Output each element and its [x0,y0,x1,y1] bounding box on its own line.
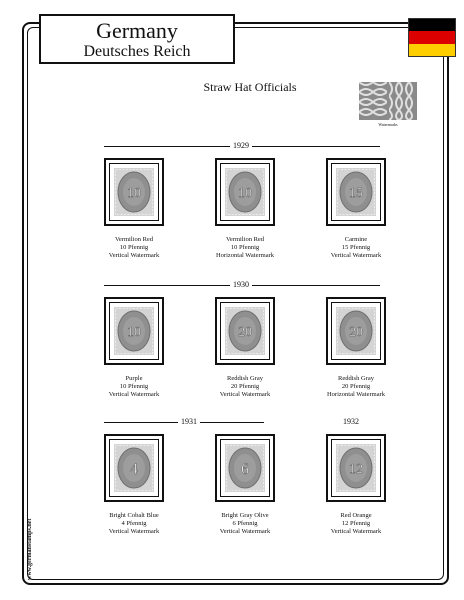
stamp-caption-watermark: Vertical Watermark [330,252,382,259]
stamp-caption-color: Purple [125,375,143,382]
header-subtitle: Deutsches Reich [83,43,191,60]
stamp-denomination-numeral: 20 [349,325,363,341]
stamp-caption-color: Bright Cobalt Blue [109,512,159,519]
flag-stripe-black [409,19,455,31]
stamp-caption [301,375,411,399]
stamp-caption [190,375,300,399]
header-title: Germany [96,18,178,43]
stamp-denomination-numeral: 15 [349,186,363,202]
stamp-caption-denomination: 20 Pfennig [230,383,260,390]
year-label: 1932 [340,417,362,427]
stamp-caption [301,236,411,260]
stamp-denomination-numeral: 20 [238,325,252,341]
watermark-pattern-image [359,82,417,120]
stamp-image [225,444,265,492]
stamp-denomination-numeral: 10 [127,186,141,202]
stamp-caption-denomination: 10 Pfennig [119,244,149,251]
stamp-caption-color: Reddish Gray [227,375,263,382]
stamp-caption-color: Bright Gray Olive [221,512,269,519]
stamp-caption-color: Reddish Gray [338,375,374,382]
stamp-denomination-numeral: 10 [127,325,141,341]
stamp-caption [301,512,411,536]
flag-stripe-gold [409,44,455,56]
stamp-image [225,168,265,216]
site-url: www.germanstamps.net [27,518,33,580]
stamp-caption-watermark: Vertical Watermark [108,391,160,398]
stamp-caption-watermark: Vertical Watermark [219,528,271,535]
stamp-caption-denomination: 10 Pfennig [230,244,260,251]
year-label: 1929 [230,141,252,151]
header-box [39,14,235,64]
stamp-caption-denomination: 10 Pfennig [119,383,149,390]
german-flag-icon [408,18,456,57]
stamp-denomination-numeral: 4 [130,460,138,478]
watermark-label: Watermarks [378,122,398,127]
stamp-caption-color: Red Orange [340,512,372,519]
flag-stripe-red [409,31,455,43]
stamp-mount [104,434,164,502]
stamp-caption-denomination: 12 Pfennig [341,520,371,527]
stamp-caption [190,512,300,536]
stamp-caption-color: Vermilion Red [225,236,265,243]
stamp-mount [215,297,275,365]
watermark-horizontal-icon [389,82,417,120]
stamp-caption-watermark: Horizontal Watermark [215,252,274,259]
stamp-mount [104,158,164,226]
stamp-image [114,168,154,216]
stamp-caption-color: Carmine [344,236,368,243]
year-row-1931-1932 [104,417,380,427]
stamp-caption-denomination: 6 Pfennig [232,520,258,527]
stamp-image [225,307,265,355]
stamp-mount [215,434,275,502]
stamp-caption-watermark: Vertical Watermark [108,528,160,535]
stamp-caption-denomination: 4 Pfennig [121,520,147,527]
stamp-mount [326,434,386,502]
stamp-denomination-numeral: 10 [238,186,252,202]
stamp-caption-watermark: Vertical Watermark [330,528,382,535]
stamp-mount [104,297,164,365]
page-title: Straw Hat Officials [203,80,297,94]
stamp-image [114,307,154,355]
year-row-1930 [104,280,380,290]
year-row-1929 [104,141,380,151]
stamp-caption-denomination: 15 Pfennig [341,244,371,251]
stamp-denomination-numeral: 6 [241,460,249,478]
stamp-image [336,168,376,216]
watermark-vertical-icon [359,82,387,120]
stamp-image [336,307,376,355]
stamp-caption-denomination: 20 Pfennig [341,383,371,390]
stamp-caption [79,236,189,260]
stamp-denomination-numeral: 12 [349,462,363,478]
year-label: 1930 [230,280,252,290]
stamp-caption [79,512,189,536]
stamp-image [114,444,154,492]
stamp-caption [190,236,300,260]
year-label: 1931 [178,417,200,427]
stamp-caption-watermark: Vertical Watermark [108,252,160,259]
stamp-image [336,444,376,492]
stamp-mount [215,158,275,226]
stamp-caption-watermark: Vertical Watermark [219,391,271,398]
stamp-mount [326,158,386,226]
stamp-caption [79,375,189,399]
stamp-caption-watermark: Horizontal Watermark [326,391,385,398]
stamp-mount [326,297,386,365]
watermark-sample [359,82,417,127]
stamp-caption-color: Vermilion Red [114,236,154,243]
